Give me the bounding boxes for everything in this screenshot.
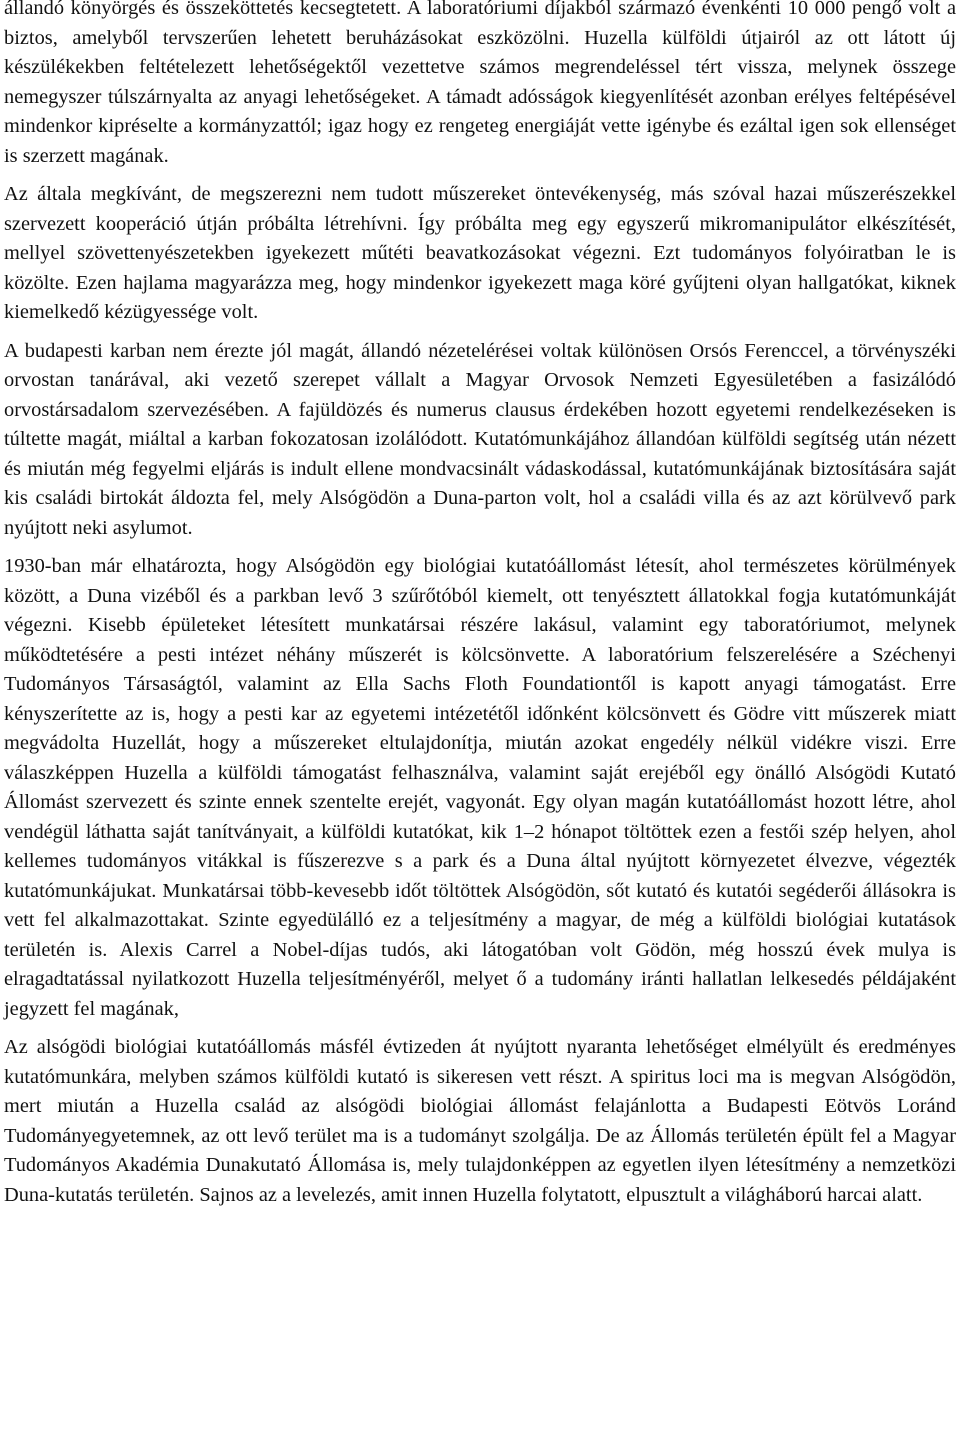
document-page [4,0,956,1210]
paragraph-2: Az általa megkívánt, de megszerezni nem tudott műszereket öntevékenység, más szóval hazai műszerészekkel szervezett kooperáció útján próbálta létrehívni. Így próbálta meg egy egyszerű mikromanipulátor elkészítését, mellyel szövettenyészetekben igyekezett műtéti beavatkozásokat végezni. Ezt tudományos folyóiratban le is közölte. Ezen hajlama magyarázza meg, hogy mindenkor igyekezett maga köré gyűjteni olyan hallgatókat, kiknek kiemelkedő kézügyessége volt. [4,183,956,323]
paragraph-5: Az alsógödi biológiai kutatóállomás másfél évtizeden át nyújtott nyaranta lehetőséget elmélyült és eredményes kutatómunkára, melyben számos külföldi kutató is sikeresen vett részt. A spiritus loci ma is megvan Alsógödön, mert miután a Huzella család az alsógödi biológiai állomást felajánlotta a Budapesti Eötvös Loránd Tudományegyetemnek, az ott levő terület ma is a tudományt szolgálja. De az Állomás területén épült fel a Magyar Tudományos Akadémia Dunakutató Állomása is, mely tulajdonképpen az egyetlen ilyen létesítmény a nemzetközi Duna-kutatás területén. Sajnos az a levelezés, amit innen Huzella folytatott, elpusztult a világháború harcai alatt. [4,1036,956,1206]
paragraph-3: A budapesti karban nem érezte jól magát, állandó nézetelérései voltak különösen Orsós Ferenccel, a törvényszéki orvostan tanárával, aki vezető szerepet vállalt a Magyar Orvosok Nemzeti Egyesületében a fasizálódó orvostársadalom szervezésében. A fajüldözés és numerus clausus érdekében hozott egyetemi rendelkezéseken is túltette magát, miáltal a karban fokozatosan izolálódott. Kutatómunkájához állandóan külföldi segítség után nézett és miután még fegyelmi eljárás is indult ellene mondvacsinált vádaskodással, kutatómunkájának biztosítására saját kis családi birtokát áldozta fel, mely Alsógödön a Duna-parton volt, hol a családi villa és az azt körülvevő park nyújtott neki asylumot. [4,339,956,539]
paragraph-1: állandó könyörgés és összeköttetés kecsegtetett. A laboratóriumi díjakból származó évenkénti 10 000 pengő volt a biztos, amelyből tervszerűen lehetett beruházásokat eszközölni. Huzella külföldi útjairól az ott látott új készülékekben feltételezett lehetőségektől vezettetve számos megrendeléssel tért vissza, melynek összege nemegyszer túlszárnyalta az anyagi lehetőségeket. A támadt adósságok kiegyenlítését azonban erélyes feltépésével mindenkor kipréselte a kormányzattól; igaz hogy ez rengeteg energiáját vette igénybe és ezáltal igen sok ellenséget is szerzett magának. [4,0,956,167]
paragraph-4: 1930-ban már elhatározta, hogy Alsógödön egy biológiai kutatóállomást létesít, ahol természetes körülmények között, a Duna vizéből és a parkban levő 3 szűrőtóból kiemelt, ott tenyésztett állatokkal fogja kutatómunkáját végezni. Kisebb épületeket létesített munkatársai részére lakásul, valamint egy taboratóriumot, melynek működtetésére a pesti intézet néhány műszerét is kölcsönvette. A laboratórium felszerelésére a Széchenyi Tudományos Társaságtól, valamint az Ella Sachs Floth Foundationtől is kapott anyagi támogatást. Erre kényszerítette az is, hogy a pesti kar az egyetemi intézetétől időnként kölcsönvett és Gödre vitt műszerek miatt megvádolta Huzellát, hogy a műszereket eltulajdonítja, miután azokat engedély nélkül vidékre viszi. Erre válaszképpen Huzella a külföldi támogatást felhasználva, valamint saját erejéből egy önálló Alsógödi Kutató Állomást szervezett és szinte ennek szentelte erejét, vagyonát. Egy olyan magán kutatóállomást hozott létre, ahol vendégül láthatta saját tanítványait, a külföldi kutatókat, kik 1–2 hónapot töltöttek ezen a festői szép helyen, ahol kellemes tudományos vitákkal is fűszerezve s a park és a Duna által nyújtott környezetet élvezve, végezték kutatómunkájukat. Munkatársai több-kevesebb időt töltöttek Alsógödön, sőt kutató és kutatói segéderői állásokra is vett fel alkalmazottakat. Szinte egyedülálló ez a teljesítmény a magyar, de még a külföldi biológiai kutatások területén is. Alexis Carrel a Nobel-díjas tudós, aki látogatóban volt Gödön, még hosszú évek mulya is elragadtatással nyilatkozott Huzella teljesítményéről, melyet ő a tudomány iránti hallatlan lelkesedés példájaként jegyzett fel magának, [4,555,956,1020]
